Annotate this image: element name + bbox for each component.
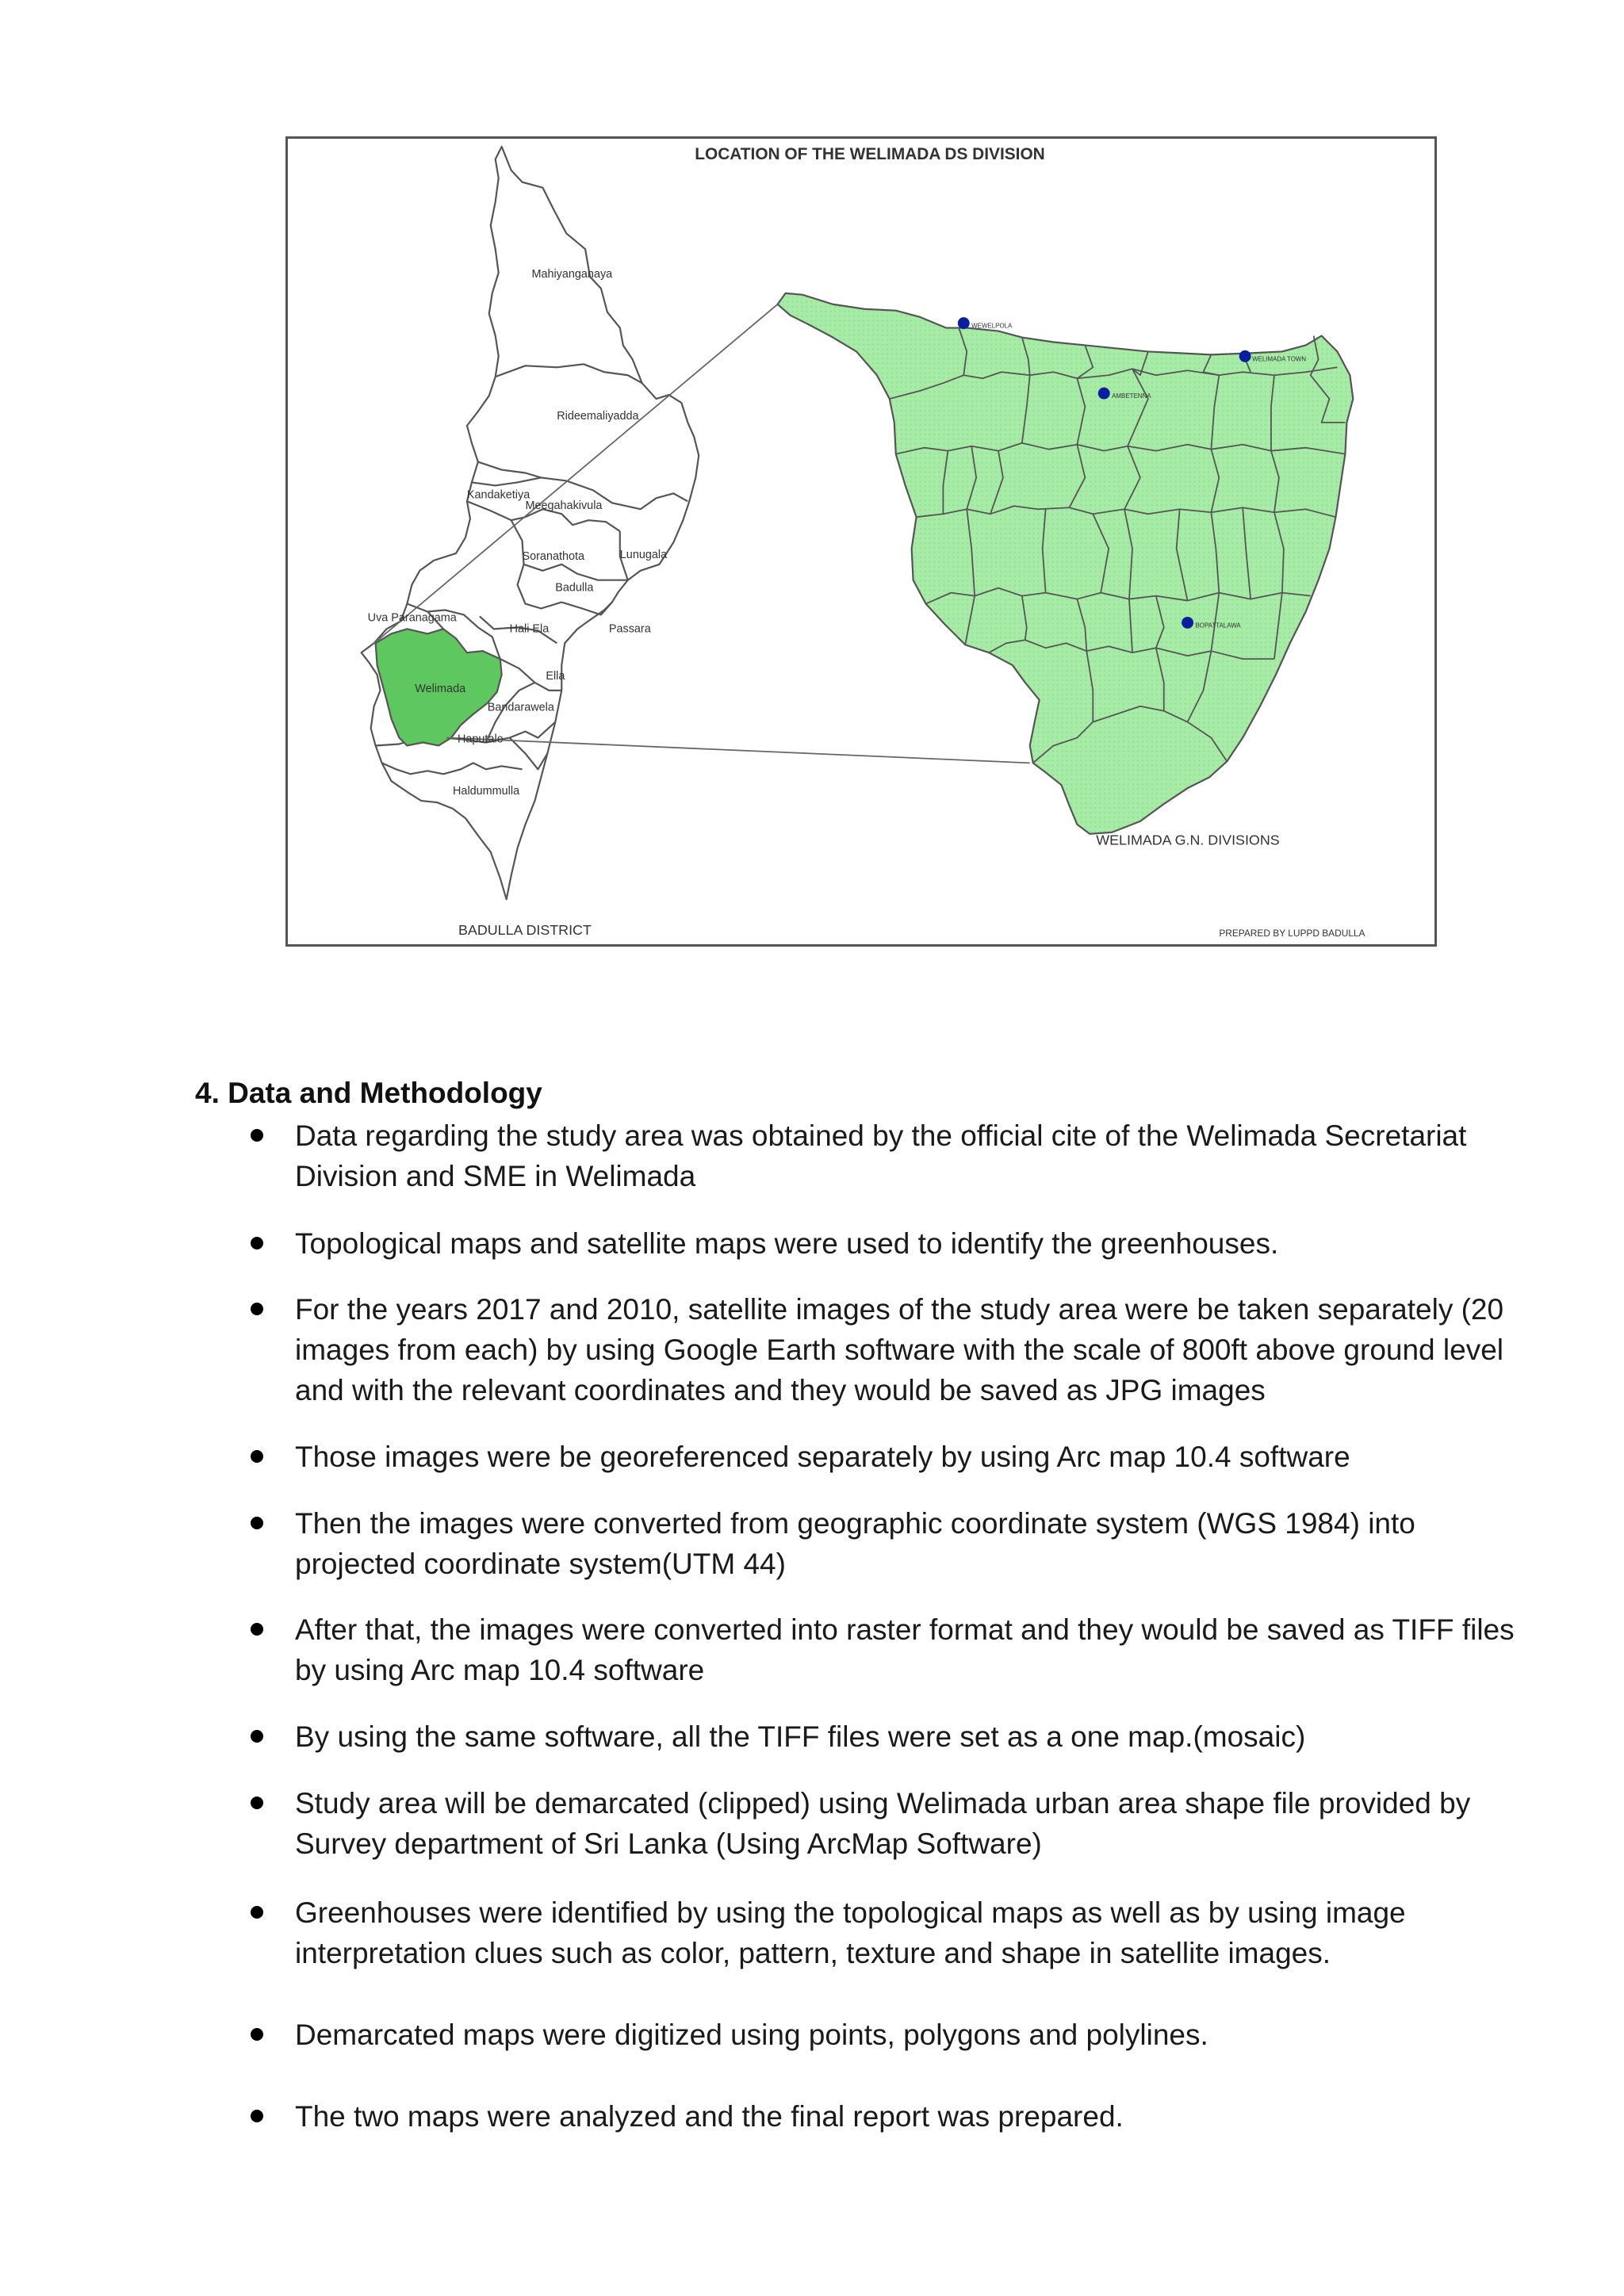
list-item (295, 1503, 1532, 1584)
list-item (295, 1437, 1532, 1477)
bullet-icon (251, 1797, 263, 1809)
ds-label-uva-paranagama: Uva Paranagama (367, 611, 457, 625)
ds-label-bandarawela: Bandarawela (487, 701, 554, 714)
ds-label-soranathota: Soranathota (522, 549, 585, 563)
ds-label-mahiyanganaya: Mahiyanganaya (531, 267, 613, 281)
list-item (295, 1223, 1532, 1264)
ds-label-kandaketiya: Kandaketiya (466, 488, 530, 502)
map-title: LOCATION OF THE WELIMADA DS DIVISION (695, 144, 1045, 163)
ds-label-haputale: Haputale (458, 733, 504, 746)
ds-label-hali-ela: Hali Ela (509, 622, 550, 636)
list-item (295, 2015, 1532, 2055)
list-item-text: Greenhouses were identified by using the topological maps as well as by using image interpretation clues such as color, pattern, texture and shape in satellite images. (295, 1896, 1406, 1969)
list-item (295, 1289, 1532, 1410)
ds-label-welimada: Welimada (415, 682, 466, 695)
ds-label-meegahakivula: Meegahakivula (525, 499, 603, 513)
bullet-icon (251, 2110, 263, 2122)
ds-label-lunugala: Lunugala (619, 548, 668, 561)
bullet-icon (251, 1450, 263, 1463)
list-item-text: Study area will be demarcated (clipped) using Welimada urban area shape file provided by Survey department of Sri Lanka (Using ArcMap Software) (295, 1787, 1471, 1860)
list-item (295, 1115, 1532, 1196)
bullet-icon (251, 1129, 263, 1142)
list-item-text: By using the same software, all the TIFF files were set as a one map.(mosaic) (295, 1720, 1306, 1753)
town-point-label: WEWELPOLA (971, 322, 1013, 330)
district-label: BADULLA DISTRICT (458, 922, 592, 939)
bullet-icon (251, 1303, 263, 1315)
ds-label-badulla: Badulla (555, 581, 594, 595)
section-heading: 4. Data and Methodology (195, 1077, 542, 1109)
town-point-label: BOPATTALAWA (1195, 622, 1241, 629)
ds-label-ella: Ella (546, 669, 565, 683)
bullet-icon (251, 1623, 263, 1636)
ds-label-rideemaliyadda: Rideemaliyadda (557, 409, 639, 423)
bullet-icon (251, 1237, 263, 1249)
list-item-text: Demarcated maps were digitized using points, polygons and polylines. (295, 2019, 1208, 2051)
list-item-text: Topological maps and satellite maps were used to identify the greenhouses. (295, 1227, 1279, 1260)
list-item-text: The two maps were analyzed and the final report was prepared. (295, 2100, 1124, 2133)
list-item (295, 1609, 1532, 1690)
town-point-label: AMBETENNA (1112, 392, 1151, 400)
list-item (295, 1716, 1532, 1757)
list-item-text: For the years 2017 and 2010, satellite images of the study area were be taken separately (20 images from each) by using Google Earth software with the scale of 800ft above ground level and with the relevant coordinates and they would be saved as JPG images (295, 1293, 1504, 1406)
list-item (295, 2096, 1532, 2137)
list-item (295, 1892, 1532, 1973)
ds-label-haldummulla: Haldummulla (453, 785, 520, 798)
bullet-icon (251, 1906, 263, 1919)
list-item-text: Then the images were converted from geographic coordinate system (WGS 1984) into projected coordinate system(UTM 44) (295, 1507, 1415, 1580)
list-item-text: Data regarding the study area was obtained by the official cite of the Welimada Secretariat Division and SME in Welimada (295, 1119, 1467, 1192)
list-item-text: After that, the images were converted into raster format and they would be saved as TIFF files by using Arc map 10.4 software (295, 1613, 1515, 1686)
town-point-label: WELIMADA TOWN (1252, 355, 1307, 363)
bullet-icon (251, 2028, 263, 2041)
list-item (295, 1783, 1532, 1864)
list-item-text: Those images were be georeferenced separately by using Arc map 10.4 software (295, 1441, 1350, 1473)
bullet-icon (251, 1730, 263, 1743)
map-credit: PREPARED BY LUPPD BADULLA (1219, 928, 1365, 939)
gn-divisions-label: WELIMADA G.N. DIVISIONS (1096, 832, 1280, 848)
ds-label-passara: Passara (608, 622, 651, 636)
bullet-icon (251, 1517, 263, 1529)
